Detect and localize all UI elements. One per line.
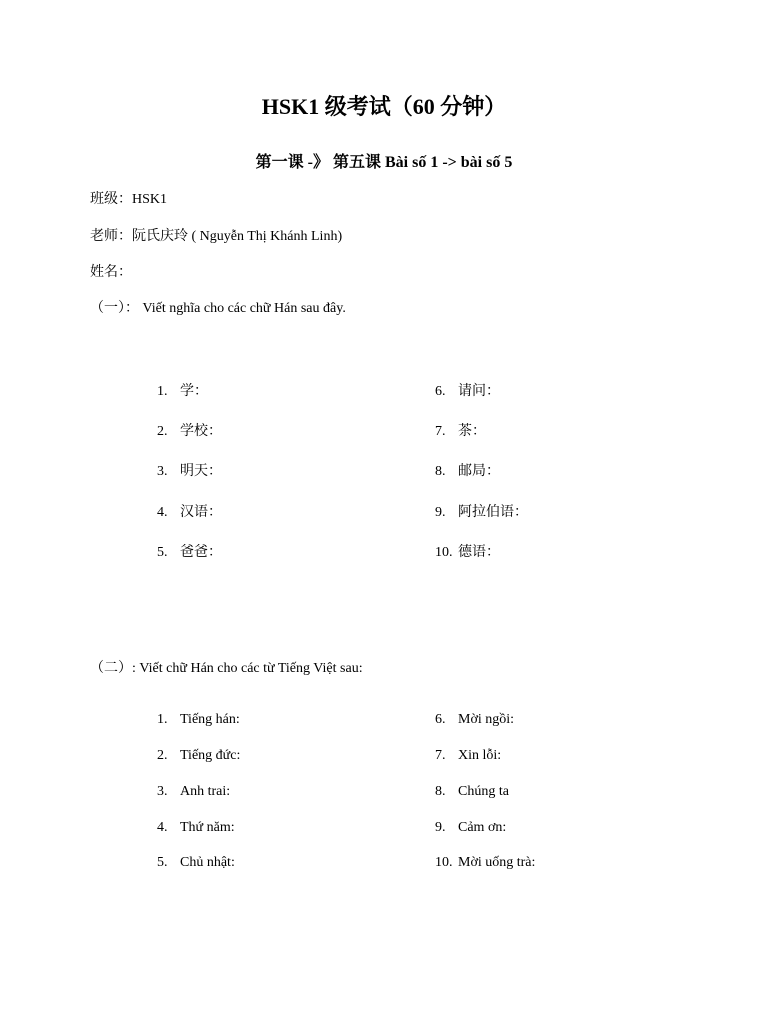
item-text: Anh trai: (180, 784, 231, 799)
list-item (435, 746, 501, 766)
item-text: Chủ nhật: (180, 855, 235, 870)
item-text: Thứ năm: (180, 820, 235, 835)
item-number: 10. (435, 855, 453, 870)
item-number: 9. (435, 820, 446, 835)
item-text: Cảm ơn: (458, 820, 507, 835)
list-item (157, 543, 222, 563)
list-item (435, 818, 506, 838)
item-number: 6. (435, 712, 446, 727)
page-title: HSK1 级考试（60 分钟） (261, 94, 507, 119)
item-text: 德语： (458, 545, 500, 560)
item-number: 3. (157, 784, 168, 799)
item-number: 1. (157, 384, 168, 399)
page-subtitle: 第一课 -》 第五课 Bài số 1 -> bài số 5 (255, 154, 513, 171)
item-text: 阿拉伯语： (458, 505, 528, 520)
list-item (435, 462, 500, 482)
class-line: 班级：HSK1 (90, 192, 168, 207)
item-number: 10. (435, 545, 453, 560)
list-item (157, 503, 222, 523)
item-number: 6. (435, 384, 446, 399)
list-item (435, 853, 535, 873)
list-item (157, 382, 208, 402)
item-number: 7. (435, 748, 446, 763)
item-number: 7. (435, 424, 446, 439)
item-number: 3. (157, 464, 168, 479)
item-text: 爸爸： (180, 545, 222, 560)
item-number: 9. (435, 505, 446, 520)
item-text: Xin lỗi: (458, 748, 502, 763)
list-item (157, 422, 222, 442)
item-number: 4. (157, 505, 168, 520)
list-item (435, 710, 514, 730)
item-text: 邮局： (458, 464, 500, 479)
item-number: 8. (435, 464, 446, 479)
item-number: 2. (157, 424, 168, 439)
item-text: 茶： (458, 424, 486, 439)
student-name-line: 姓名： (90, 265, 132, 280)
item-text: Tiếng đức: (180, 748, 241, 763)
item-text: Chúng ta (458, 784, 509, 799)
item-text: Mời uống trà: (458, 855, 536, 870)
section1-heading: （一）： Viết nghĩa cho các chữ Hán sau đây. (90, 301, 346, 316)
list-item (435, 782, 509, 802)
teacher-line: 老师：阮氏庆玲 ( Nguyễn Thị Khánh Linh) (90, 229, 343, 244)
item-text: 请问： (458, 384, 500, 399)
item-number: 1. (157, 712, 168, 727)
item-number: 8. (435, 784, 446, 799)
list-item (435, 503, 528, 523)
list-item (157, 853, 235, 873)
item-text: 学： (180, 384, 208, 399)
list-item (157, 462, 222, 482)
list-item (435, 422, 486, 442)
item-number: 4. (157, 820, 168, 835)
list-item (157, 710, 240, 730)
item-text: 明天： (180, 464, 222, 479)
list-item (157, 746, 240, 766)
item-text: 汉语： (180, 505, 222, 520)
item-number: 5. (157, 545, 168, 560)
section2-heading: （二）: Viết chữ Hán cho các từ Tiếng Việt sau: (90, 661, 363, 676)
item-text: Mời ngồi: (458, 712, 515, 727)
list-item (435, 543, 500, 563)
item-number: 2. (157, 748, 168, 763)
list-item (157, 818, 235, 838)
item-text: Tiếng hán: (180, 712, 240, 727)
list-item (435, 382, 500, 402)
item-number: 5. (157, 855, 168, 870)
list-item (157, 782, 230, 802)
item-text: 学校： (180, 424, 222, 439)
